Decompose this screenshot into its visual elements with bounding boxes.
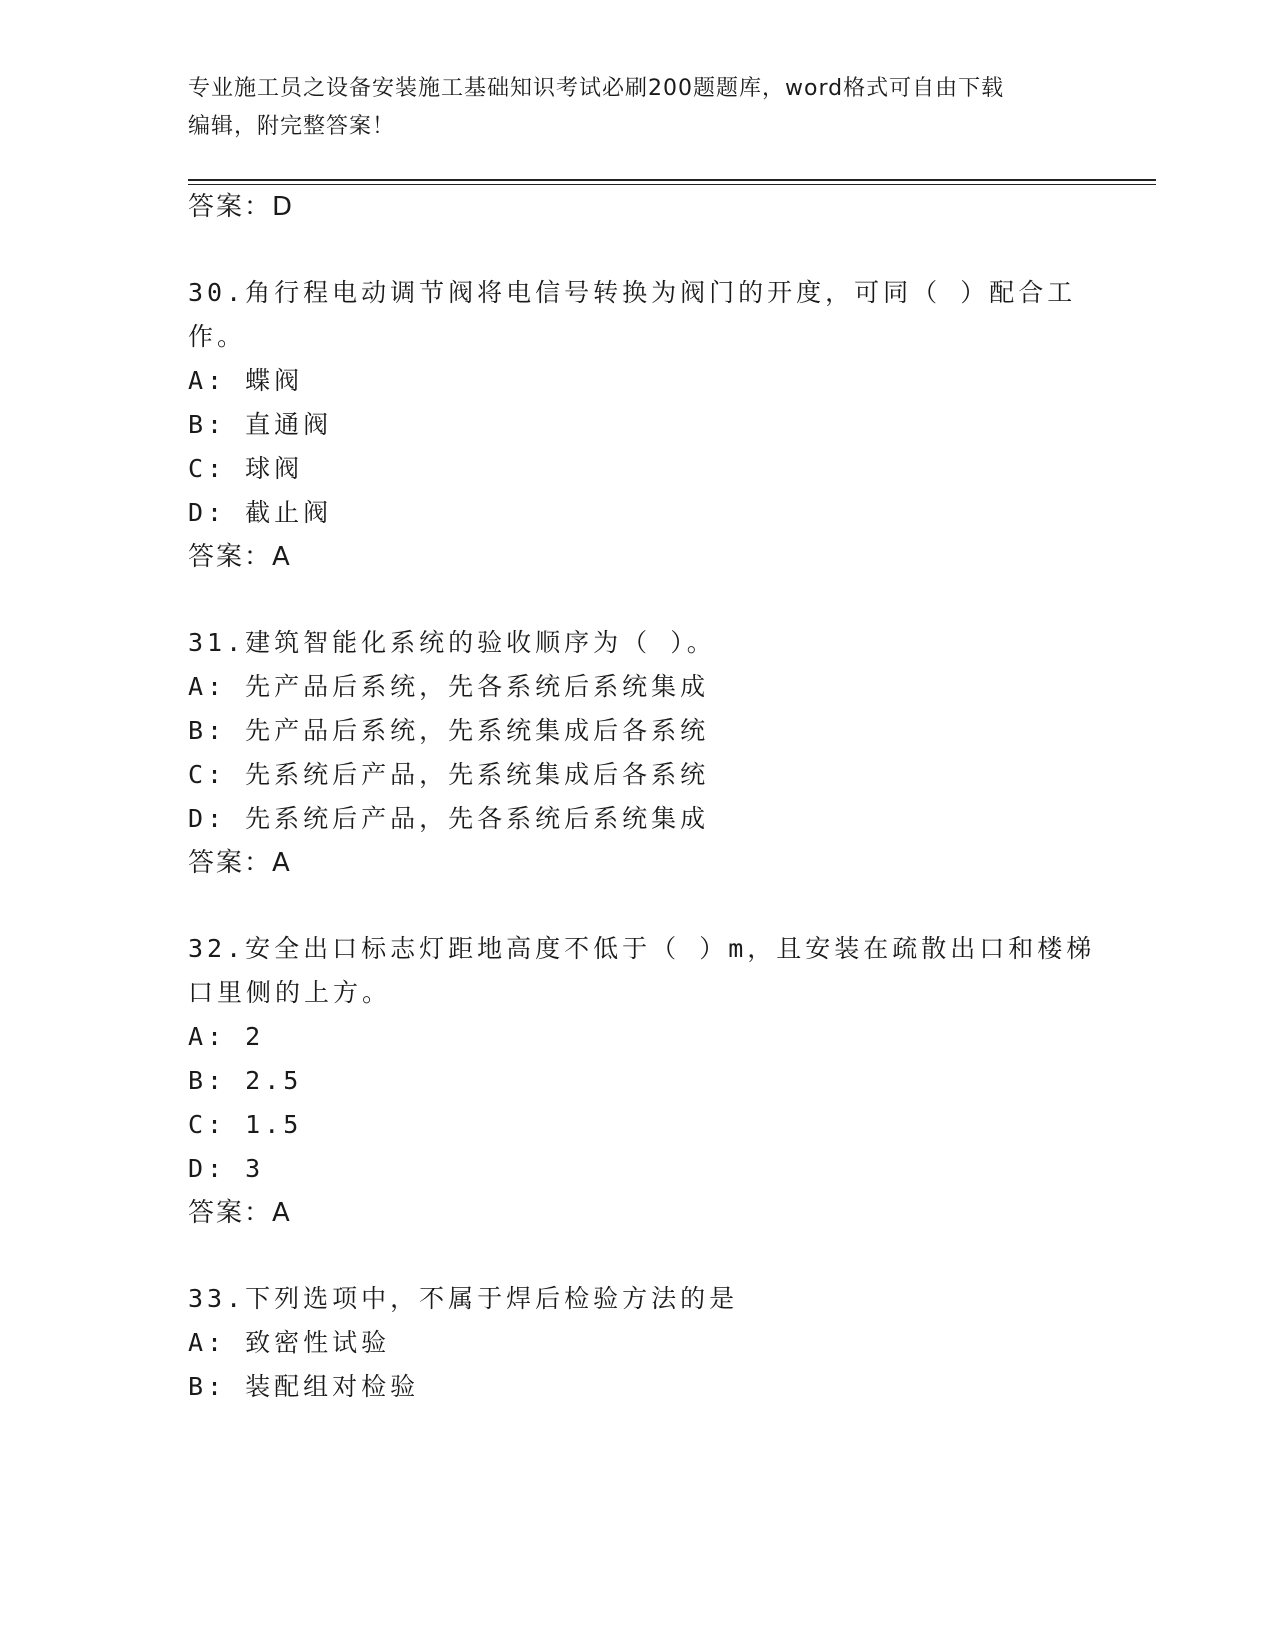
question-30-option-c: C: 球阀 xyxy=(188,454,304,483)
question-33-text-line-1: 33.下列选项中，不属于焊后检验方法的是 xyxy=(188,1284,739,1313)
question-33-option-b: B: 装配组对检验 xyxy=(188,1372,420,1401)
question-31-option-b: B: 先产品后系统，先系统集成后各系统 xyxy=(188,716,710,745)
question-32-option-d: D: 3 xyxy=(188,1154,265,1183)
question-31-option-d: D: 先系统后产品，先各系统后系统集成 xyxy=(188,804,710,833)
header-note xyxy=(188,70,1088,146)
header-line-2: 编辑，附完整答案！ xyxy=(188,114,396,139)
question-30-option-a: A: 蝶阀 xyxy=(188,366,304,395)
question-31-answer: 答案：A xyxy=(188,848,292,878)
question-32-option-c: C: 1.5 xyxy=(188,1110,303,1139)
question-33-option-a: A: 致密性试验 xyxy=(188,1328,391,1357)
question-32-option-a: A: 2 xyxy=(188,1022,265,1051)
question-30-text-line-2: 作。 xyxy=(188,322,247,351)
question-31-text-line-1: 31.建筑智能化系统的验收顺序为（ ）。 xyxy=(188,628,716,657)
question-32-option-b: B: 2.5 xyxy=(188,1066,303,1095)
question-30-option-b: B: 直通阀 xyxy=(188,410,333,439)
previous-answer: 答案：D xyxy=(188,192,295,222)
header-divider-thin xyxy=(188,184,1156,185)
question-30-text-line-1: 30.角行程电动调节阀将电信号转换为阀门的开度，可同（ ）配合工 xyxy=(188,278,1077,307)
question-32-text-line-2: 口里侧的上方。 xyxy=(188,978,392,1007)
question-31-option-a: A: 先产品后系统，先各系统后系统集成 xyxy=(188,672,710,701)
question-30-option-d: D: 截止阀 xyxy=(188,498,333,527)
question-32-text-line-1: 32.安全出口标志灯距地高度不低于（ ）m，且安装在疏散出口和楼梯 xyxy=(188,934,1096,963)
header-divider xyxy=(188,179,1156,181)
header-line-1: 专业施工员之设备安装施工基础知识考试必刷200题题库，word格式可自由下载 xyxy=(188,76,1005,101)
question-31-option-c: C: 先系统后产品，先系统集成后各系统 xyxy=(188,760,710,789)
question-30-answer: 答案：A xyxy=(188,542,292,572)
question-32-answer: 答案：A xyxy=(188,1198,292,1228)
